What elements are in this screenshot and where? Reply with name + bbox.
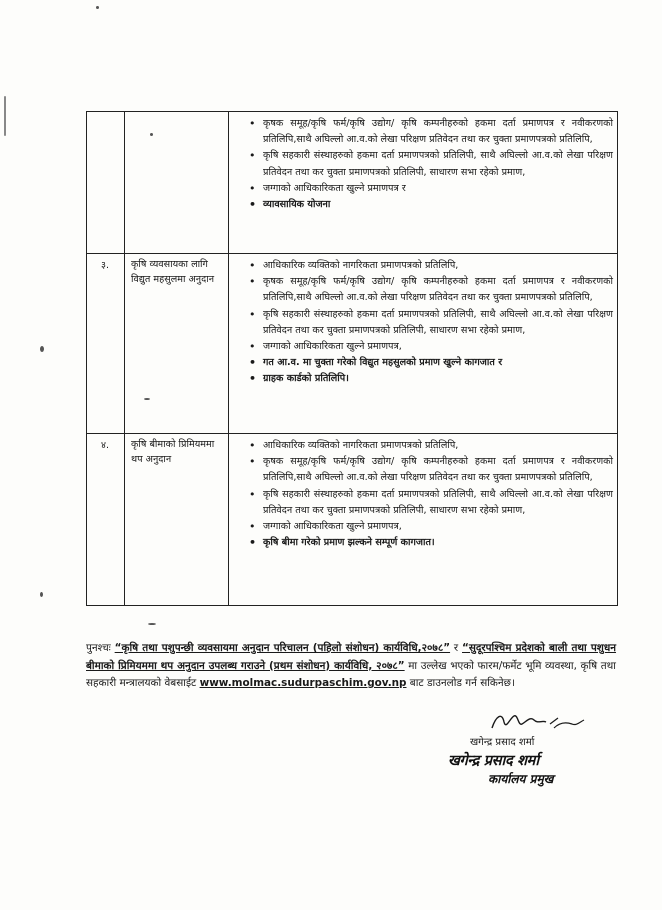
guideline-title-2: “सुदूरपश्चिम प्रदेशको बाली तथा पशुधन बीमाको प्रिमियममा थप अनुदान उपलब्ध गराउने (प्रथम संशोधन) कार्यविधि, २०७८” <box>86 642 617 672</box>
requirements-cell <box>229 254 618 434</box>
requirements-table <box>86 111 618 606</box>
stamp-title: कार्यालय प्रमुख <box>488 772 554 786</box>
list-item: • आधिकारिक व्यक्तिको नागरिकता प्रमाणपत्रको प्रतिलिपि, <box>229 258 613 274</box>
notice-connector: र <box>450 642 463 654</box>
list-item: • कृषक समूह/कृषि फर्म/कृषि उद्योग/ कृषि कम्पनीहरुको हकमा दर्ता प्रमाणपत्र र नवीकरणको प्रतिलिपि,साथै अघिल्लो आ.व.को लेखा परिक्षण प्रतिवेदन तथा कर चुक्ता प्रमाणपत्रको प्रतिलिपि, <box>229 116 613 148</box>
list-item: • कृषक समूह/कृषि फर्म/कृषि उद्योग/ कृषि कम्पनीहरुको हकमा दर्ता प्रमाणपत्र र नवीकरणको प्रतिलिपि,साथै अघिल्लो आ.व.को लेखा परिक्षण प्रतिवेदन तथा कर चुक्ता प्रमाणपत्रको प्रतिलिपि, <box>229 454 613 486</box>
stamp-name: खगेन्द्र प्रसाद शर्मा <box>448 753 539 769</box>
serial-cell <box>87 434 125 606</box>
program-name: कृषि बीमाको प्रिमियममा थप अनुदान <box>131 439 215 465</box>
list-item: • कृषि बीमा गरेको प्रमाण झल्कने सम्पूर्ण कागजात। <box>229 535 613 551</box>
guideline-title-1: “कृषि तथा पशुपन्छी व्यवसायमा अनुदान परिचालन (पहिलो संशोधन) कार्यविधि,२०७८” <box>114 642 451 654</box>
serial-number: ४. <box>101 440 110 451</box>
table-row <box>87 434 618 606</box>
list-item: • गत आ.व. मा चुक्ता गरेको विद्युत महसुलको प्रमाण खुल्ने कागजात र <box>229 355 613 371</box>
scan-speck <box>4 96 6 136</box>
scan-speck <box>96 6 99 9</box>
requirements-list <box>229 434 617 555</box>
requirements-list <box>229 112 617 217</box>
list-item: • व्यावसायिक योजना <box>229 197 613 213</box>
official-stamp <box>440 750 610 792</box>
table-row <box>87 254 618 434</box>
scan-speck <box>40 592 43 597</box>
serial-number <box>87 112 124 116</box>
list-item: • ग्राहक कार्डको प्रतिलिपि। <box>229 371 613 387</box>
scan-speck <box>144 398 150 400</box>
website-link[interactable]: www.molmac.sudurpaschim.gov.np <box>199 677 407 689</box>
list-item: • कृषि सहकारी संस्थाहरुको हकमा दर्ता प्रमाणपत्रको प्रतिलिपी, साथै अघिल्लो आ.व.को लेखा परिक्षण प्रतिवेदन तथा कर चुक्ता प्रमाणपत्रको प्रतिलिपी, साधारण सभा रहेको प्रमाण, <box>229 148 613 180</box>
program-cell <box>125 434 229 606</box>
table-row <box>87 112 618 254</box>
serial-number: ३. <box>101 260 110 271</box>
notice-prefix: पुनश्चः <box>86 642 115 654</box>
program-cell <box>125 254 229 434</box>
list-item: • कृषक समूह/कृषि फर्म/कृषि उद्योग/ कृषि कम्पनीहरुको हकमा दर्ता प्रमाणपत्र र नवीकरणको प्रतिलिपि,साथै अघिल्लो आ.व.को लेखा परिक्षण प्रतिवेदन तथा कर चुक्ता प्रमाणपत्रको प्रतिलिपि, <box>229 274 613 306</box>
scan-speck <box>150 133 153 136</box>
list-item: • कृषि सहकारी संस्थाहरुको हकमा दर्ता प्रमाणपत्रको प्रतिलिपी, साथै अघिल्लो आ.व.को लेखा परिक्षण प्रतिवेदन तथा कर चुक्ता प्रमाणपत्रको प्रतिलिपी, साधारण सभा रहेको प्रमाण, <box>229 487 613 519</box>
scan-speck <box>148 623 156 625</box>
list-item: • आधिकारिक व्यक्तिको नागरिकता प्रमाणपत्रको प्रतिलिपि, <box>229 438 613 454</box>
list-item: • जग्गाको आधिकारिकता खुल्ने प्रमाणपत्र, <box>229 519 613 535</box>
program-name <box>125 112 228 115</box>
scan-speck <box>40 346 44 352</box>
notice-body: मा उल्लेख भएको फारम/फर्मेट भूमि व्यवस्था, कृषि तथा सहकारी मन्त्रालयको वेबसाईट <box>86 659 616 689</box>
handwritten-signature <box>488 708 588 736</box>
signatory-name: खगेन्द्र प्रसाद शर्मा <box>470 737 535 748</box>
postscript-notice <box>86 640 616 693</box>
serial-cell <box>87 254 125 434</box>
serial-cell <box>87 112 125 254</box>
list-item: • कृषि सहकारी संस्थाहरुको हकमा दर्ता प्रमाणपत्रको प्रतिलिपी, साथै अघिल्लो आ.व.को लेखा परिक्षण प्रतिवेदन तथा कर चुक्ता प्रमाणपत्रको प्रतिलिपी, साधारण सभा रहेको प्रमाण, <box>229 307 613 339</box>
requirements-cell <box>229 112 618 254</box>
requirements-cell <box>229 434 618 606</box>
program-name: कृषि व्यवसायका लागि विद्युत महसुलमा अनुदान <box>131 259 215 285</box>
list-item: • जग्गाको आधिकारिकता खुल्ने प्रमाणपत्र र <box>229 181 613 197</box>
program-cell <box>125 112 229 254</box>
notice-suffix: बाट डाउनलोड गर्न सकिनेछ। <box>406 677 515 689</box>
list-item: • जग्गाको आधिकारिकता खुल्ने प्रमाणपत्र, <box>229 339 613 355</box>
requirements-list <box>229 254 617 392</box>
